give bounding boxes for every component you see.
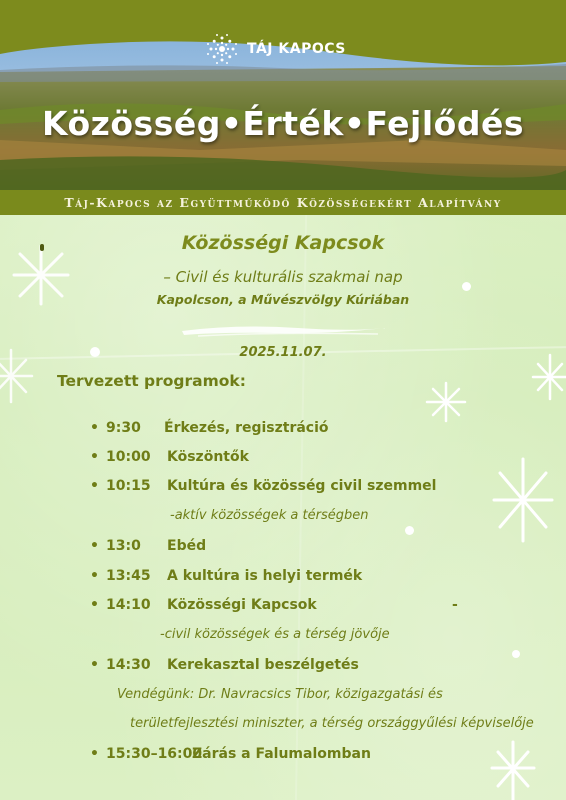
event-date: 2025.11.07. xyxy=(239,345,327,360)
decorative-dot xyxy=(405,526,414,535)
program-title: Zárás a Falumalomban xyxy=(192,746,371,762)
landscape-image xyxy=(0,0,566,190)
bullet: • xyxy=(90,568,99,584)
logo xyxy=(205,32,346,66)
program-title: Ebéd xyxy=(167,538,207,554)
sparkle-star-icon xyxy=(488,455,558,545)
sparkle-star-icon xyxy=(530,352,566,402)
program-note: területfejlesztési miniszter, a térség országgyűlési képviselője xyxy=(130,716,534,731)
program-heading: Tervezett programok: xyxy=(57,372,246,390)
program-title: Köszöntők xyxy=(167,449,249,465)
banner-title: Közösség•Érték•Fejlődés xyxy=(42,104,524,143)
program-time: 14:10 xyxy=(106,597,151,613)
bullet: • xyxy=(90,746,99,762)
program-title: Közösségi Kapcsok xyxy=(167,597,317,613)
program-time: 10:00 xyxy=(106,449,151,465)
decorative-dot xyxy=(512,650,520,658)
decorative-mark xyxy=(40,244,44,251)
decorative-dot xyxy=(90,347,100,357)
program-note: -civil közösségek és a térség jövője xyxy=(160,627,390,642)
logo-sun-icon xyxy=(205,32,239,66)
sparkle-star-icon xyxy=(424,380,468,424)
program-trailing-dash: - xyxy=(452,597,458,613)
program-title: A kultúra is helyi termék xyxy=(167,568,363,584)
header-banner xyxy=(0,0,566,215)
bullet: • xyxy=(90,420,99,436)
bullet: • xyxy=(90,478,99,494)
program-time: 13:45 xyxy=(106,568,151,584)
bullet: • xyxy=(90,538,99,554)
program-title: Kerekasztal beszélgetés xyxy=(167,657,359,673)
program-title: Kultúra és közösség civil szemmel xyxy=(167,478,437,494)
sparkle-star-icon xyxy=(488,738,538,800)
event-title: Közösségi Kapcsok xyxy=(181,232,385,254)
logo-text: TÁJ KAPOCS xyxy=(247,41,346,57)
program-time: 15:30–16:00 xyxy=(106,746,203,762)
decorative-dot xyxy=(462,282,471,291)
event-subtitle: – Civil és kulturális szakmai nap xyxy=(163,268,403,286)
organization-name: Táj-Kapocs az Együttműködő Közösségekért Alapítvány xyxy=(64,195,502,210)
sparkle-star-icon xyxy=(0,346,36,406)
organization-bar xyxy=(0,190,566,215)
program-note: -aktív közösségek a térségben xyxy=(170,508,369,523)
program-title: Érkezés, regisztráció xyxy=(164,420,329,436)
program-note: Vendégünk: Dr. Navracsics Tibor, közigazgatási és xyxy=(117,687,443,702)
bullet: • xyxy=(90,597,99,613)
brush-stroke-divider xyxy=(178,318,398,342)
bullet: • xyxy=(90,449,99,465)
program-time: 10:15 xyxy=(106,478,151,494)
event-place: Kapolcson, a Művészvölgy Kúriában xyxy=(156,292,410,307)
program-time: 9:30 xyxy=(106,420,141,436)
program-time: 13:0 xyxy=(106,538,141,554)
bullet: • xyxy=(90,657,99,673)
program-time: 14:30 xyxy=(106,657,151,673)
